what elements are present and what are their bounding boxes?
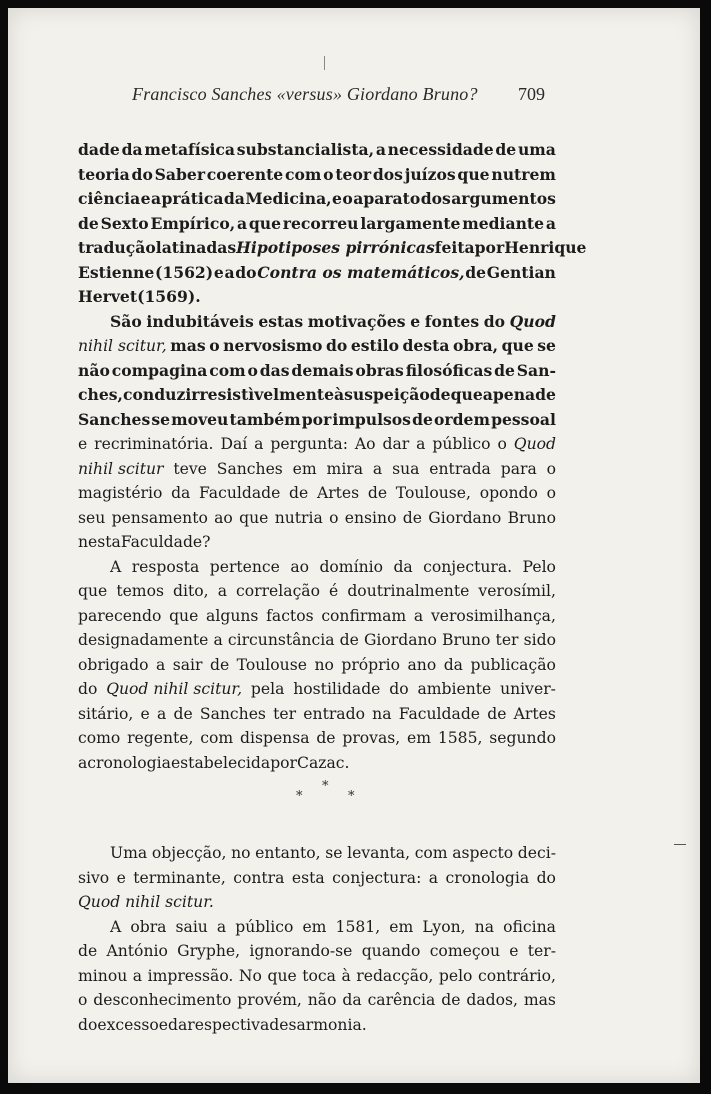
text-line: minou a impressão. No que toca à redacção, pelo contrário, xyxy=(78,966,556,985)
text-line: não compagina com o das demais obras filosóficas de San- xyxy=(78,360,556,380)
paragraph xyxy=(78,555,556,776)
page-number: 709 xyxy=(518,84,545,104)
text-line: do excesso e da respectiva desarmonia. xyxy=(78,1015,367,1034)
body-text xyxy=(78,138,587,1037)
text-line: teoria do Saber coerente com o teor dos juízos que nutrem xyxy=(78,164,556,184)
book-page xyxy=(8,8,700,1083)
paragraph xyxy=(78,841,556,915)
text-line: sivo e terminante, contra esta conjectura: a cronologia do xyxy=(78,868,556,887)
text-line: seu pensamento ao que nutria o ensino de Giordano Bruno xyxy=(78,508,556,527)
asterism-star: * xyxy=(296,789,303,804)
text-line: e recriminatória. Daí a pergunta: Ao dar a público o Quod xyxy=(78,435,556,453)
text-line: Estienne (1562) e a do Contra os matemáticos, de Gentian xyxy=(78,262,556,282)
text-line: ciência e a prática da Medicina, e o aparato dos argumentos xyxy=(78,189,556,208)
text-line: como regente, com dispensa de provas, em 1585, segundo xyxy=(78,729,556,747)
text-line: sitário, e a de Sanches ter entrado na Faculdade de Artes xyxy=(78,704,556,723)
text-line: tradução latina das Hipotiposes pirrónicas feita por Henrique xyxy=(78,238,587,257)
running-head-title: Francisco Sanches «versus» Giordano Bruno? xyxy=(132,84,478,104)
text-line: a cronologia estabelecida por Cazac. xyxy=(78,753,350,772)
text-line: nesta Faculdade? xyxy=(78,533,211,551)
text-line: dade da metafísica substancialista, a necessidade de uma xyxy=(78,140,556,159)
text-line: parecendo que alguns factos confirmam a verosimilhança, xyxy=(78,606,556,625)
text-line: nihil scitur teve Sanches em mira a sua entrada para o xyxy=(78,459,556,478)
text-line: de António Gryphe, ignorando-se quando começou e ter- xyxy=(78,942,556,960)
text-line: Uma objecção, no entanto, se levanta, com aspecto deci- xyxy=(110,844,556,862)
text-line: Sanches se moveu também por impulsos de ordem pessoal xyxy=(78,409,556,429)
running-head xyxy=(8,84,700,110)
text-line: magistério da Faculdade de Artes de Toulouse, opondo o xyxy=(78,484,556,502)
text-line: Hervet (1569). xyxy=(78,287,201,306)
text-line: do Quod nihil scitur, pela hostilidade do ambiente univer- xyxy=(78,680,556,698)
text-line: A resposta pertence ao domínio da conjectura. Pelo xyxy=(110,557,556,576)
asterism-star: * xyxy=(348,789,355,804)
text-line: que temos dito, a correlação é doutrinalmente verosímil, xyxy=(78,582,556,600)
asterism-star: * xyxy=(322,779,329,794)
text-line: designadamente a circunstância de Giordano Bruno ter sido xyxy=(78,631,556,649)
margin-mark xyxy=(324,56,325,70)
paragraph xyxy=(78,138,587,310)
text-line: ches, conduz irresistìvelmente à suspeição de que a pena de xyxy=(78,385,556,404)
margin-mark xyxy=(674,844,686,845)
text-line: nihil scitur, mas o nervosismo do estilo desta obra, que se xyxy=(78,336,556,355)
text-line: Quod nihil scitur. xyxy=(78,893,214,911)
paragraph xyxy=(78,915,556,1038)
text-line: A obra saiu a público em 1581, em Lyon, na oficina xyxy=(110,917,556,936)
text-line: o desconhecimento provém, não da carência de dados, mas xyxy=(78,991,556,1009)
text-line: São indubitáveis estas motivações e fontes do Quod xyxy=(110,311,556,331)
text-line: de Sexto Empírico, a que recorreu largamente mediante a xyxy=(78,213,556,233)
text-line: obrigado a sair de Toulouse no próprio ano da publicação xyxy=(78,655,556,674)
paragraph xyxy=(78,310,556,555)
section-break xyxy=(78,775,556,817)
